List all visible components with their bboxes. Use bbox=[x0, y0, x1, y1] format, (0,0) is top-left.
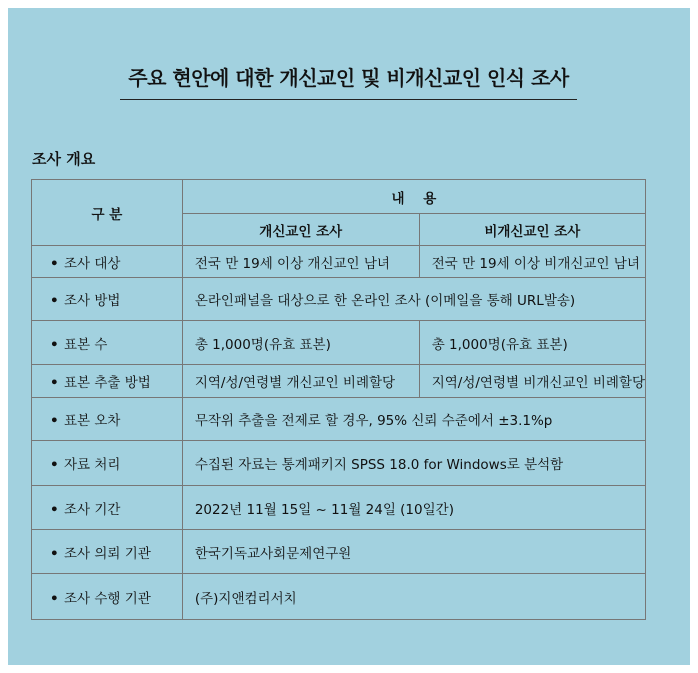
row-value-a: 총 1,000명(유효 표본) bbox=[182, 321, 419, 365]
header-non-protestant: 비개신교인 조사 bbox=[419, 214, 645, 246]
header-content: 내 용 bbox=[182, 180, 645, 214]
row-value: 온라인패널을 대상으로 한 온라인 조사 (이메일을 통해 URL발송) bbox=[182, 278, 645, 321]
row-label: • 표본 수 bbox=[32, 321, 183, 365]
row-label: • 조사 수행 기관 bbox=[32, 574, 183, 620]
row-label: • 조사 의뢰 기관 bbox=[32, 530, 183, 574]
table-row bbox=[32, 246, 646, 278]
table-row bbox=[32, 441, 646, 486]
table-row bbox=[32, 574, 646, 620]
row-value: 무작위 추출을 전제로 할 경우, 95% 신뢰 수준에서 ±3.1%p bbox=[182, 398, 645, 441]
row-value-a: 지역/성/연령별 개신교인 비례할당 bbox=[182, 365, 419, 398]
row-label: • 표본 오차 bbox=[32, 398, 183, 441]
page-title: 주요 현안에 대한 개신교인 및 비개신교인 인식 조사 bbox=[120, 62, 577, 100]
table-row bbox=[32, 278, 646, 321]
row-label: • 조사 기간 bbox=[32, 486, 183, 530]
header-protestant: 개신교인 조사 bbox=[182, 214, 419, 246]
row-value-a: 전국 만 19세 이상 개신교인 남녀 bbox=[182, 246, 419, 278]
row-value-b: 전국 만 19세 이상 비개신교인 남녀 bbox=[419, 246, 645, 278]
survey-overview-table bbox=[31, 179, 646, 620]
header-category: 구 분 bbox=[32, 180, 183, 246]
row-value: 한국기독교사회문제연구원 bbox=[182, 530, 645, 574]
table-row bbox=[32, 398, 646, 441]
row-label: • 조사 대상 bbox=[32, 246, 183, 278]
table-row bbox=[32, 486, 646, 530]
row-label: • 조사 방법 bbox=[32, 278, 183, 321]
row-value-b: 총 1,000명(유효 표본) bbox=[419, 321, 645, 365]
table-row bbox=[32, 530, 646, 574]
row-value-b: 지역/성/연령별 비개신교인 비례할당 bbox=[419, 365, 645, 398]
table-row bbox=[32, 365, 646, 398]
row-label: • 자료 처리 bbox=[32, 441, 183, 486]
row-value: 수집된 자료는 통계패키지 SPSS 18.0 for Windows로 분석함 bbox=[182, 441, 645, 486]
table-row bbox=[32, 321, 646, 365]
row-label: • 표본 추출 방법 bbox=[32, 365, 183, 398]
row-value: (주)지앤컴리서치 bbox=[182, 574, 645, 620]
section-title: 조사 개요 bbox=[32, 150, 96, 168]
row-value: 2022년 11월 15일 ~ 11월 24일 (10일간) bbox=[182, 486, 645, 530]
